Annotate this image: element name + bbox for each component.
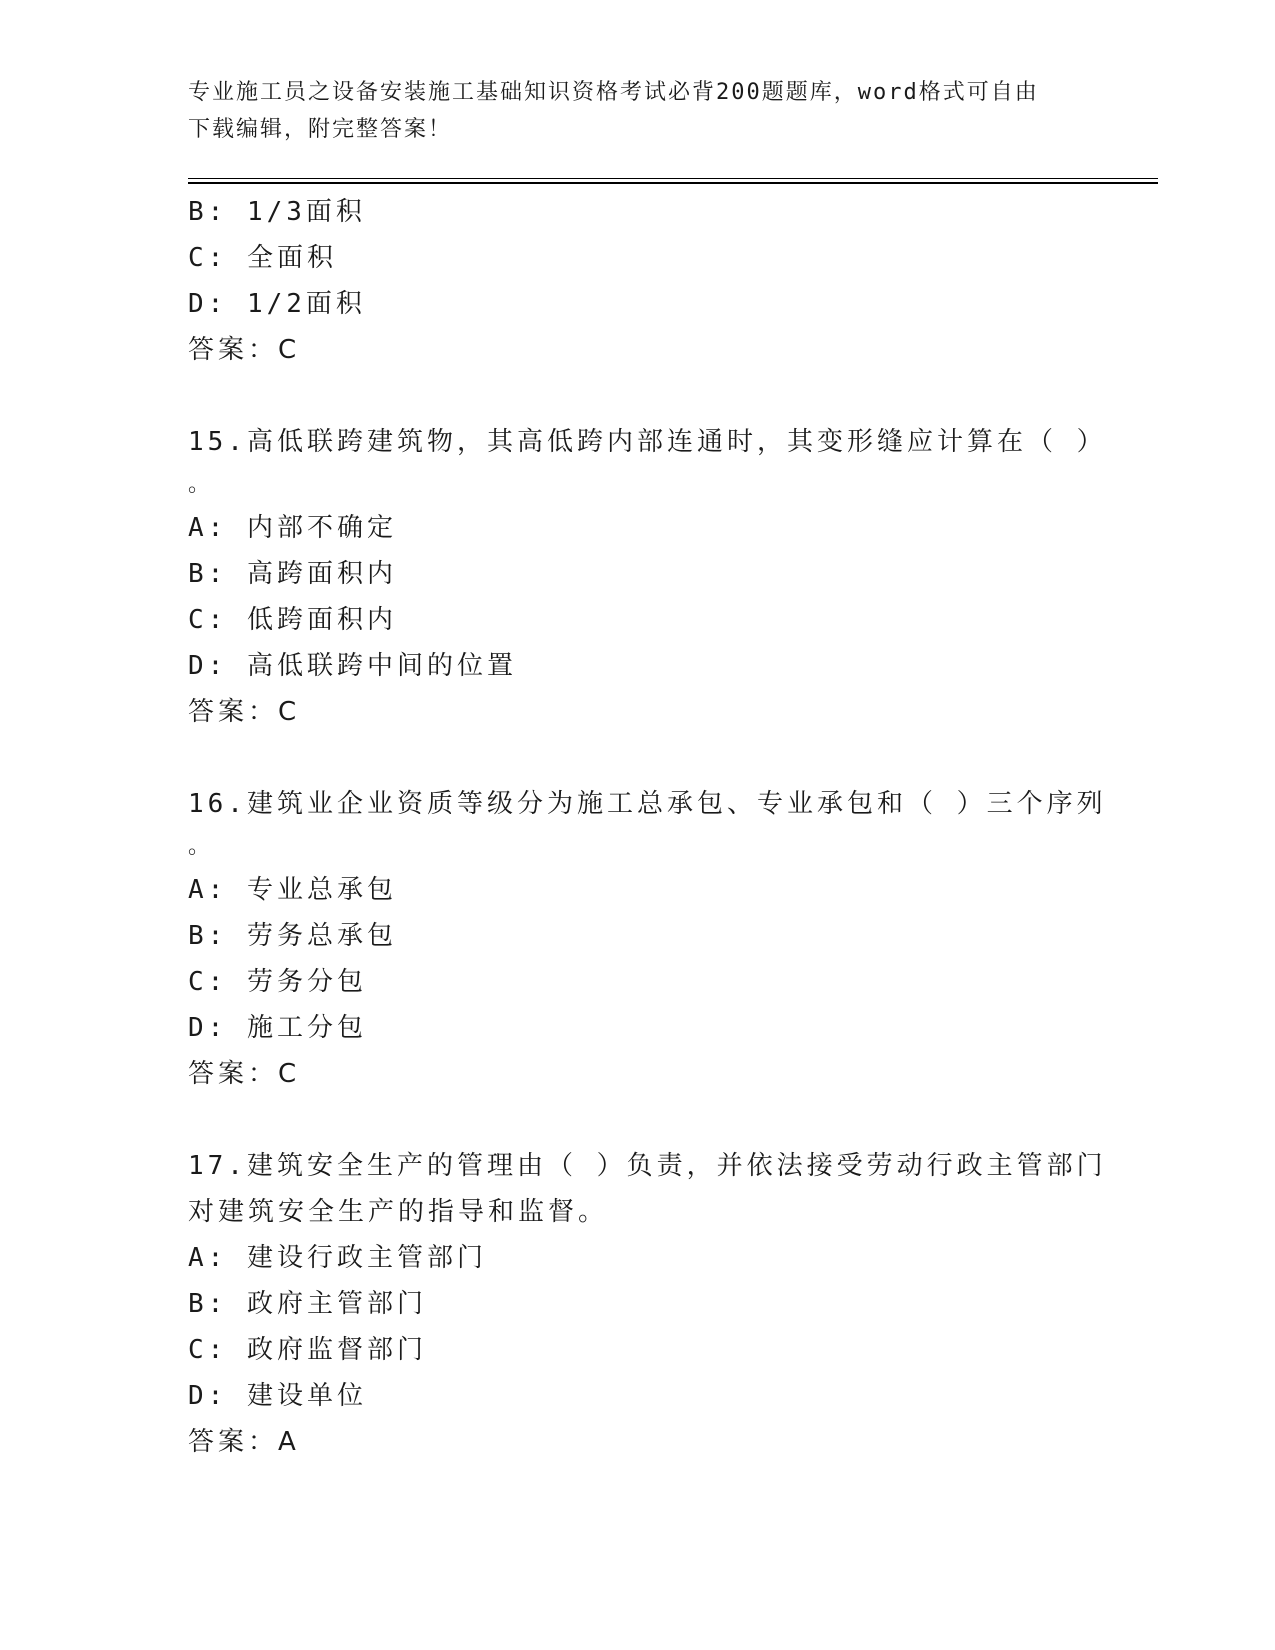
question-block-prev bbox=[188, 189, 1088, 373]
option-c: C: 全面积 bbox=[188, 243, 337, 273]
option-c: C: 政府监督部门 bbox=[188, 1335, 427, 1365]
answer-line: 答案：A bbox=[188, 1427, 300, 1457]
document-header bbox=[188, 74, 1068, 148]
answer-line: 答案：C bbox=[188, 697, 301, 727]
header-divider-thick bbox=[188, 182, 1158, 184]
question-list bbox=[188, 189, 1107, 1465]
option-a: A: 内部不确定 bbox=[188, 513, 397, 543]
question-stem: 16.建筑业企业资质等级分为施工总承包、专业承包和（ ）三个序列 bbox=[188, 789, 1107, 819]
question-stem: 15.高低联跨建筑物，其高低跨内部连通时，其变形缝应计算在（ ） bbox=[188, 427, 1107, 457]
header-divider-thin bbox=[188, 178, 1158, 179]
question-block-15 bbox=[188, 419, 1107, 735]
option-b: B: 1/3面积 bbox=[188, 197, 366, 227]
answer-line: 答案：C bbox=[188, 335, 301, 365]
question-stem-continued: 对建筑安全生产的指导和监督。 bbox=[188, 1197, 609, 1227]
question-block-17 bbox=[188, 1143, 1107, 1465]
option-d: D: 1/2面积 bbox=[188, 289, 366, 319]
option-a: A: 建设行政主管部门 bbox=[188, 1243, 487, 1273]
option-b: B: 劳务总承包 bbox=[188, 921, 397, 951]
option-d: D: 施工分包 bbox=[188, 1013, 367, 1043]
option-c: C: 低跨面积内 bbox=[188, 605, 397, 635]
option-d: D: 高低联跨中间的位置 bbox=[188, 651, 517, 681]
header-line-2: 下载编辑，附完整答案！ bbox=[188, 117, 453, 142]
option-a: A: 专业总承包 bbox=[188, 875, 397, 905]
option-b: B: 政府主管部门 bbox=[188, 1289, 427, 1319]
question-block-16 bbox=[188, 781, 1107, 1097]
option-b: B: 高跨面积内 bbox=[188, 559, 397, 589]
question-stem-continued: 。 bbox=[188, 472, 215, 497]
question-stem-continued: 。 bbox=[188, 834, 215, 859]
option-c: C: 劳务分包 bbox=[188, 967, 367, 997]
header-line-1: 专业施工员之设备安装施工基础知识资格考试必背200题题库，word格式可自由 bbox=[188, 80, 1039, 105]
option-d: D: 建设单位 bbox=[188, 1381, 367, 1411]
question-stem: 17.建筑安全生产的管理由（ ）负责，并依法接受劳动行政主管部门 bbox=[188, 1151, 1107, 1181]
answer-line: 答案：C bbox=[188, 1059, 301, 1089]
